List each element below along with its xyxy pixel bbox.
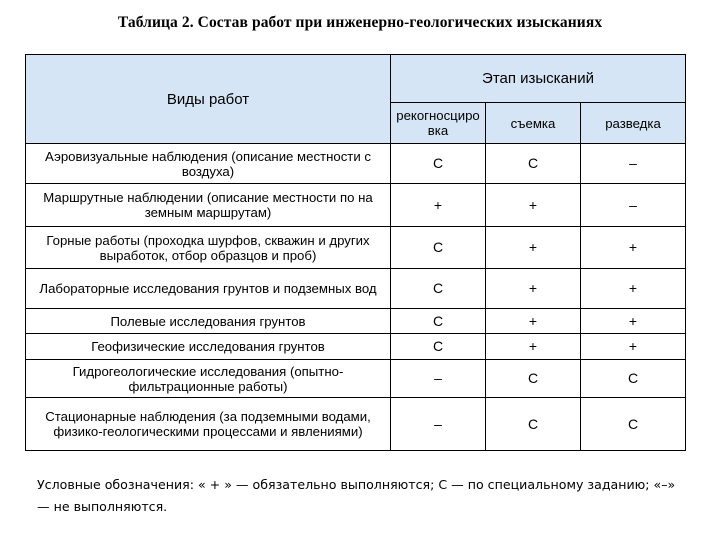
stage-value-cell: + bbox=[486, 227, 581, 269]
table-title: Таблица 2. Состав работ при инженерно-геологических изысканиях bbox=[117, 14, 603, 31]
table-row bbox=[26, 309, 686, 334]
stage-value-cell: + bbox=[581, 227, 686, 269]
table-row bbox=[26, 227, 686, 269]
stage-value-cell: + bbox=[581, 309, 686, 334]
work-type-cell: Полевые исследования грунтов bbox=[26, 309, 391, 334]
stage-value-cell: – bbox=[391, 398, 486, 451]
work-type-cell: Лабораторные исследования грунтов и подземных вод bbox=[26, 269, 391, 309]
table-row bbox=[26, 269, 686, 309]
work-type-cell: Стационарные наблюдения (за подземными водами, физико-геологическими процессами и явлениями) bbox=[26, 398, 391, 451]
stage-reconnaissance: рекогносцировка bbox=[391, 103, 486, 144]
stage-value-cell: + bbox=[391, 184, 486, 227]
stage-value-cell: С bbox=[391, 269, 486, 309]
header-row-top bbox=[26, 55, 686, 103]
stage-value-cell: + bbox=[486, 269, 581, 309]
stage-exploration: разведка bbox=[581, 103, 686, 144]
works-table bbox=[25, 54, 686, 451]
stage-value-cell: С bbox=[391, 227, 486, 269]
table-row bbox=[26, 144, 686, 184]
stage-value-cell: + bbox=[486, 309, 581, 334]
stage-value-cell: + bbox=[581, 269, 686, 309]
stage-value-cell: С bbox=[486, 144, 581, 184]
stage-value-cell: – bbox=[581, 184, 686, 227]
stage-value-cell: С bbox=[391, 144, 486, 184]
stage-value-cell: – bbox=[581, 144, 686, 184]
table-row bbox=[26, 334, 686, 360]
stage-value-cell: С bbox=[581, 360, 686, 398]
work-type-cell: Горные работы (проходка шурфов, скважин и других выработок, отбор образцов и проб) bbox=[26, 227, 391, 269]
stage-value-cell: + bbox=[486, 334, 581, 360]
stage-value-cell: + bbox=[581, 334, 686, 360]
stage-value-cell: С bbox=[391, 309, 486, 334]
stage-value-cell: – bbox=[391, 360, 486, 398]
table-row bbox=[26, 398, 686, 451]
work-type-cell: Маршрутные наблюдении (описание местности по на земным маршрутам) bbox=[26, 184, 391, 227]
work-type-cell: Геофизические исследования грунтов bbox=[26, 334, 391, 360]
stage-value-cell: С bbox=[391, 334, 486, 360]
table-row bbox=[26, 360, 686, 398]
stage-value-cell: С bbox=[486, 360, 581, 398]
works-header: Виды работ bbox=[26, 55, 391, 144]
legend-note: Условные обозначения: « + » — обязательно выполняются; С — по специальному заданию; «–» — не выполняются. bbox=[37, 477, 676, 514]
work-type-cell: Аэровизуальные наблюдения (описание местности с воздуха) bbox=[26, 144, 391, 184]
stage-value-cell: + bbox=[486, 184, 581, 227]
stage-header: Этап изысканий bbox=[391, 55, 686, 103]
stage-survey: съемка bbox=[486, 103, 581, 144]
work-type-cell: Гидрогеологические исследования (опытно-фильтрационные работы) bbox=[26, 360, 391, 398]
stage-value-cell: С bbox=[486, 398, 581, 451]
stage-value-cell: С bbox=[581, 398, 686, 451]
table-row bbox=[26, 184, 686, 227]
